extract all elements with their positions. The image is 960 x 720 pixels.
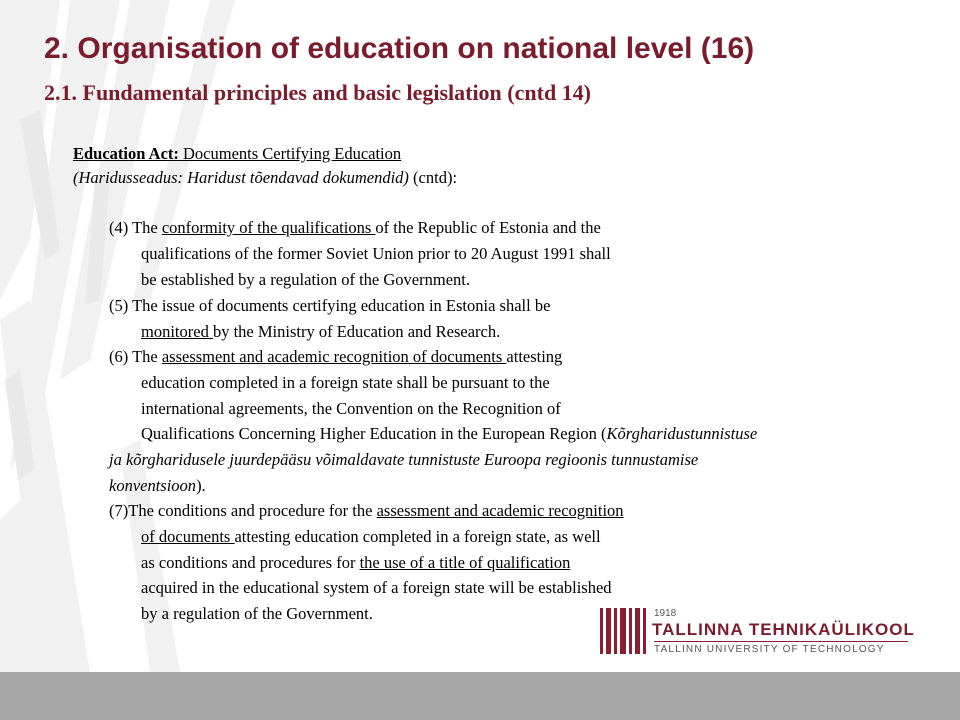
p7-text: attesting education completed in a foreign state, as well [234, 527, 601, 546]
act-estonian-title: (Haridusseadus: Haridust tõendavad dokumendid) [73, 168, 409, 187]
p5-text: by the Ministry of Education and Research. [212, 322, 501, 341]
p4-text: (4) The [109, 218, 162, 237]
act-title: Documents Certifying Education [178, 144, 402, 163]
p7-underlined: the use of a title of qualification [359, 553, 571, 572]
logo-divider [654, 641, 908, 642]
logo-year: 1918 [654, 608, 677, 619]
p7-line-2 [141, 527, 601, 547]
slide-subtitle: 2.1. Fundamental principles and basic legislation (cntd 14) [44, 80, 592, 105]
logo-mark-icon [600, 608, 646, 654]
p4-line-1 [109, 218, 601, 238]
p5-line-2 [141, 322, 500, 342]
p6-line-3: international agreements, the Convention on the Recognition of [141, 399, 561, 418]
p4-text: of the Republic of Estonia and the [375, 218, 601, 237]
p7-underlined: of documents [141, 527, 235, 546]
p7-line-1 [109, 501, 624, 521]
university-logo [600, 608, 915, 656]
p4-line-2: qualifications of the former Soviet Union prior to 20 August 1991 shall [141, 244, 611, 263]
p7-line-4: acquired in the educational system of a foreign state will be established [141, 578, 612, 597]
p6-underlined: assessment and academic recognition of documents [161, 347, 507, 366]
p7-line-3 [141, 553, 570, 573]
p7-text: (7)The conditions and procedure for the [109, 501, 377, 520]
p6-italic: Kõrgharidustunnistuse [606, 424, 758, 443]
p7-text: as conditions and procedures for [141, 553, 360, 572]
p5-line-1: (5) The issue of documents certifying education in Estonia shall be [109, 296, 551, 315]
p6-line-4 [141, 424, 757, 444]
p6-text: attesting [506, 347, 563, 366]
p6-italic: konventsioon [109, 476, 197, 495]
act-label: Education Act: [73, 144, 179, 163]
p6-line-6 [109, 476, 206, 496]
p6-line-2: education completed in a foreign state shall be pursuant to the [141, 373, 550, 392]
p6-text: (6) The [109, 347, 162, 366]
bottom-bar [0, 672, 960, 720]
p5-underlined: monitored [141, 322, 213, 341]
p4-line-3: be established by a regulation of the Government. [141, 270, 470, 289]
slide-title: 2. Organisation of education on national level (16) [44, 32, 755, 65]
act-cntd: (cntd): [408, 168, 458, 187]
p6-line-1 [109, 347, 562, 367]
p7-line-5: by a regulation of the Government. [141, 604, 373, 623]
act-heading-line [73, 144, 401, 164]
p6-text: ). [196, 476, 206, 495]
p7-underlined: assessment and academic recognition [376, 501, 624, 520]
p4-underlined: conformity of the qualifications [161, 218, 376, 237]
logo-name: TALLINNA TEHNIKAÜLIKOOL [652, 620, 915, 639]
p6-line-5: ja kõrgharidusele juurdepääsu võimaldavate tunnistuste Euroopa regioonis tunnustamise [109, 450, 699, 469]
p6-text: Qualifications Concerning Higher Education in the European Region ( [141, 424, 607, 443]
logo-english-name: TALLINN UNIVERSITY OF TECHNOLOGY [654, 644, 885, 655]
act-estonian-line [73, 168, 457, 188]
